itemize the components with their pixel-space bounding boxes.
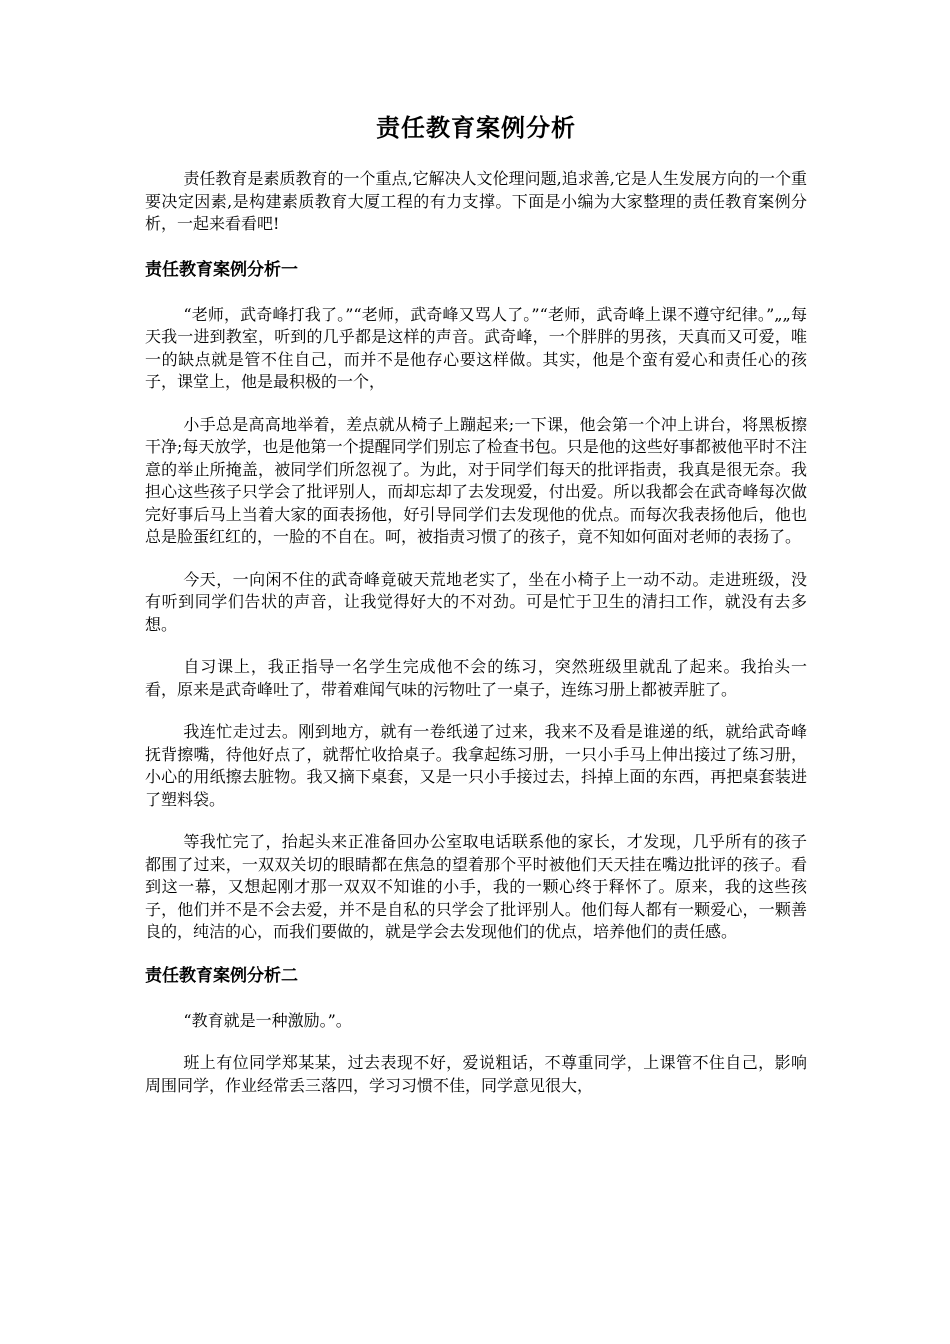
section-one bbox=[145, 258, 807, 944]
intro-paragraph: 责任教育是素质教育的一个重点,它解决人文伦理问题,追求善,它是人生发展方向的一个重要决定因素,是构建素质教育大厦工程的有力支撑。下面是小编为大家整理的责任教育案例分析，一起来看看吧! bbox=[145, 169, 807, 233]
paragraph: 今天，一向闲不住的武奇峰竟破天荒地老实了，坐在小椅子上一动不动。走进班级，没有听到同学们告状的声音，让我觉得好大的不对劲。可是忙于卫生的清扫工作，就没有去多想。 bbox=[145, 569, 807, 634]
paragraph: “老师，武奇峰打我了。”“老师，武奇峰又骂人了。”“老师，武奇峰上课不遵守纪律。”„„每天我一进到教室，听到的几乎都是这样的声音。武奇峰，一个胖胖的男孩，天真而又可爱，唯一的缺点就是管不住自己，而并不是他存心要这样做。其实，他是个蛮有爱心和责任心的孩子，课堂上，他是最积极的一个， bbox=[145, 304, 807, 391]
document-page bbox=[145, 112, 807, 1117]
section-heading: 责任教育案例分析二 bbox=[145, 965, 298, 986]
paragraph: “教育就是一种激励。”。 bbox=[183, 1010, 352, 1030]
paragraph: 小手总是高高地举着，差点就从椅子上蹦起来;一下课，他会第一个冲上讲台，将黑板擦干净;每天放学，也是他第一个提醒同学们别忘了检查书包。只是他的这些好事都被他平时不注意的举止所掩盖，被同学们所忽视了。为此，对于同学们每天的批评指责，我真是很无奈。我担心这些孩子只学会了批评别人，而却忘却了去发现爱，付出爱。所以我都会在武奇峰每次做完好事后马上当着大家的面表扬他，好引导同学们去发现他的优点。而每次我表扬他后，他也总是脸蛋红红的，一脸的不自在。呵，被指责习惯了的孩子，竟不知如何面对老师的表扬了。 bbox=[145, 414, 807, 546]
section-two bbox=[145, 964, 807, 1098]
paragraph: 等我忙完了，抬起头来正准备回办公室取电话联系他的家长，才发现，几乎所有的孩子都围了过来，一双双关切的眼睛都在焦急的望着那个平时被他们天天挂在嘴边批评的孩子。看到这一幕，又想起刚才那一双双不知谁的小手，我的一颗心终于释怀了。原来，我的这些孩子，他们并不是不会去爱，并不是自私的只学会了批评别人。他们每人都有一颗爱心，一颗善良的，纯洁的心，而我们要做的，就是学会去发现他们的优点，培养他们的责任感。 bbox=[145, 832, 807, 941]
section-heading: 责任教育案例分析一 bbox=[145, 259, 298, 280]
paragraph: 班上有位同学郑某某，过去表现不好，爱说粗话，不尊重同学，上课管不住自己，影响周围同学，作业经常丢三落四，学习习惯不佳，同学意见很大， bbox=[145, 1053, 807, 1095]
document-title: 责任教育案例分析 bbox=[376, 114, 576, 142]
paragraph: 我连忙走过去。刚到地方，就有一卷纸递了过来，我来不及看是谁递的纸，就给武奇峰抚背擦嘴，待他好点了，就帮忙收拾桌子。我拿起练习册，一只小手马上伸出接过了练习册，小心的用纸擦去脏物。我又摘下桌套，又是一只小手接过去，抖掉上面的东西，再把桌套装进了塑料袋。 bbox=[145, 722, 807, 809]
paragraph: 自习课上，我正指导一名学生完成他不会的练习，突然班级里就乱了起来。我抬头一看，原来是武奇峰吐了，带着难闻气味的污物吐了一桌子，连练习册上都被弄脏了。 bbox=[145, 657, 807, 699]
